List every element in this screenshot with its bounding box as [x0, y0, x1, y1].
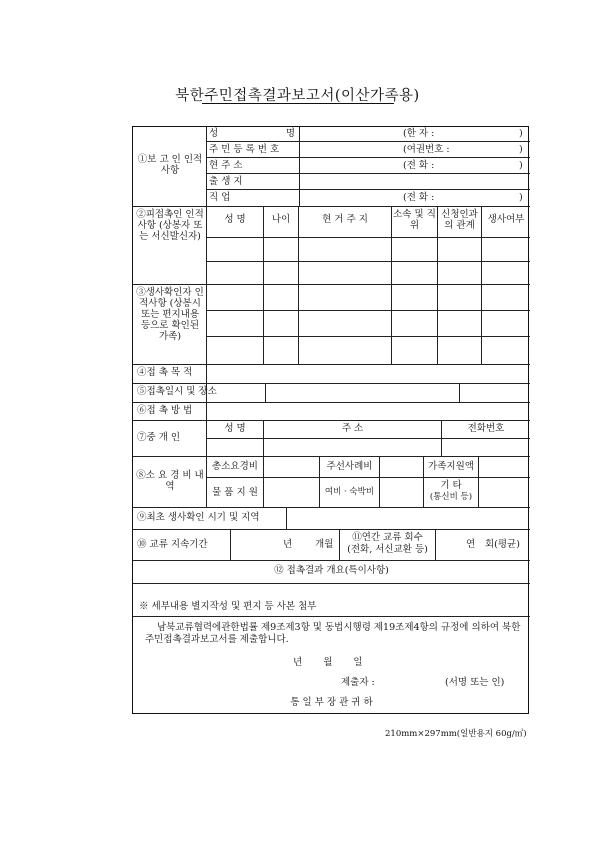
- phone-label: (전 화 :: [403, 160, 435, 171]
- hanja-close: ): [519, 128, 523, 139]
- section-9-label: ⑨최초 생사확인 시기 및 지역: [137, 512, 260, 523]
- col-header-age: 나이: [271, 214, 291, 225]
- family-support-label: 가족지원액: [428, 461, 474, 472]
- label-column-line: [206, 127, 207, 364]
- travel-cost-label: 여비 · 숙박비: [324, 487, 375, 497]
- section-5-label: ⑤접촉일시 및 장소: [137, 386, 217, 397]
- job-phone-close: ): [519, 192, 523, 203]
- section-line: [133, 560, 530, 561]
- section-1-label: ①보 고 인 인적사항: [137, 154, 203, 176]
- section-10-label: ⑩ 교류 지속기간: [137, 539, 208, 550]
- section-line: [133, 583, 530, 584]
- other-cost-note: (통신비 등): [429, 492, 473, 502]
- row-line: [206, 477, 530, 478]
- row-line: [206, 438, 530, 439]
- count-times: 회(평균): [485, 539, 520, 550]
- section-3-label: ③생사확인자 인적사항 (상봉시 또는 편지내용 등으로 확인된 가족): [136, 287, 204, 342]
- col-header-affiliation: 소속 및 직위: [393, 209, 436, 231]
- recipient: 통 일 부 장 관 귀 하: [290, 697, 373, 708]
- count-year: 연: [466, 539, 476, 550]
- phone-close: ): [519, 160, 523, 171]
- col-line: [265, 383, 266, 402]
- statement-text: 남북교류협력에관한법률 제9조제3항 및 동법시행령 제19조제4항의 규정에 의하여 북한주민접촉결과보고서를 제출합니다.: [145, 622, 521, 645]
- date-field: 년 월 일: [293, 657, 363, 668]
- col-line: [299, 127, 300, 206]
- total-cost-label: 총소요경비: [212, 461, 258, 472]
- col-line: [230, 529, 231, 560]
- col-header-alive: 생사여부: [487, 214, 525, 225]
- broker-name-label: 성 명: [224, 423, 246, 434]
- report-form: [132, 126, 529, 714]
- col-line: [459, 383, 460, 402]
- passport-label: (여권번호 :: [403, 144, 450, 155]
- paper-size-note: 210mm×297mm(일반용지 60g/㎡): [385, 729, 527, 739]
- section-8-label: ⑧소 요 경 비 내 역: [136, 470, 204, 492]
- row-line: [206, 141, 530, 142]
- section-11-label: ⑪연간 교류 회수: [352, 532, 423, 543]
- section-line: [133, 206, 530, 207]
- address-label: 현 주 소: [209, 160, 243, 171]
- section-line: [133, 507, 530, 508]
- row-line: [206, 157, 530, 158]
- section-line: [133, 402, 530, 403]
- col-line: [263, 456, 264, 507]
- col-line: [286, 507, 287, 529]
- row-line: [206, 173, 530, 174]
- row-line: [206, 189, 530, 190]
- section-line: [133, 364, 530, 365]
- attachment-note: ※ 세부내용 별지작성 및 편지 등 사본 첨부: [139, 601, 317, 612]
- job-label: 직 업: [209, 192, 231, 203]
- section-11-note: (전화, 서신교환 등): [347, 544, 428, 555]
- fee-label: 주선사례비: [326, 461, 373, 472]
- section-line: [133, 529, 530, 530]
- section-2-label: ②피접촉인 인적사항 (상봉자 또는 서신발신자): [136, 209, 204, 242]
- name-label: 성 명: [209, 128, 295, 139]
- duration-year: 년: [283, 539, 293, 550]
- title-underline: [202, 103, 394, 104]
- col-line: [379, 456, 380, 507]
- birthplace-label: 출 생 지: [209, 176, 243, 187]
- submitter-label: 제출자 :: [341, 677, 375, 688]
- col-header-name: 성 명: [224, 214, 246, 225]
- other-cost-label: 기 타: [440, 480, 462, 491]
- reg-no-label: 주 민 등 록 번 호: [209, 144, 280, 155]
- form-title: 북한주민접촉결과보고서(이산가족용): [175, 88, 420, 104]
- section-line: [133, 284, 530, 285]
- broker-address-label: 주 소: [341, 423, 364, 434]
- section-4-label: ④접 촉 목 적: [137, 367, 193, 378]
- col-line: [481, 206, 482, 364]
- signature-label: (서명 또는 인): [445, 677, 505, 688]
- passport-close: ): [519, 144, 523, 155]
- col-line: [298, 206, 299, 364]
- section-6-label: ⑥접 촉 방 법: [137, 405, 193, 416]
- goods-support-label: 물 품 지 원: [212, 487, 258, 498]
- job-phone-label: (전 화 :: [403, 192, 435, 203]
- section-line: [133, 456, 530, 457]
- col-line: [435, 529, 436, 560]
- section-line: [133, 420, 530, 421]
- broker-phone-label: 전화번호: [467, 423, 505, 434]
- section-line: [133, 383, 530, 384]
- col-line: [478, 456, 479, 507]
- col-header-residence: 현 거 주 지: [322, 214, 368, 225]
- col-header-relation: 신청인과의 관계: [441, 209, 478, 231]
- duration-month: 개월: [315, 539, 334, 550]
- hanja-label: (한 자 :: [403, 128, 435, 139]
- col-line: [263, 206, 264, 364]
- section-12-label: ⑫ 접촉결과 개요(특이사항): [274, 565, 389, 576]
- section-7-label: ⑦중 개 인: [137, 432, 181, 443]
- section-line: [133, 616, 530, 617]
